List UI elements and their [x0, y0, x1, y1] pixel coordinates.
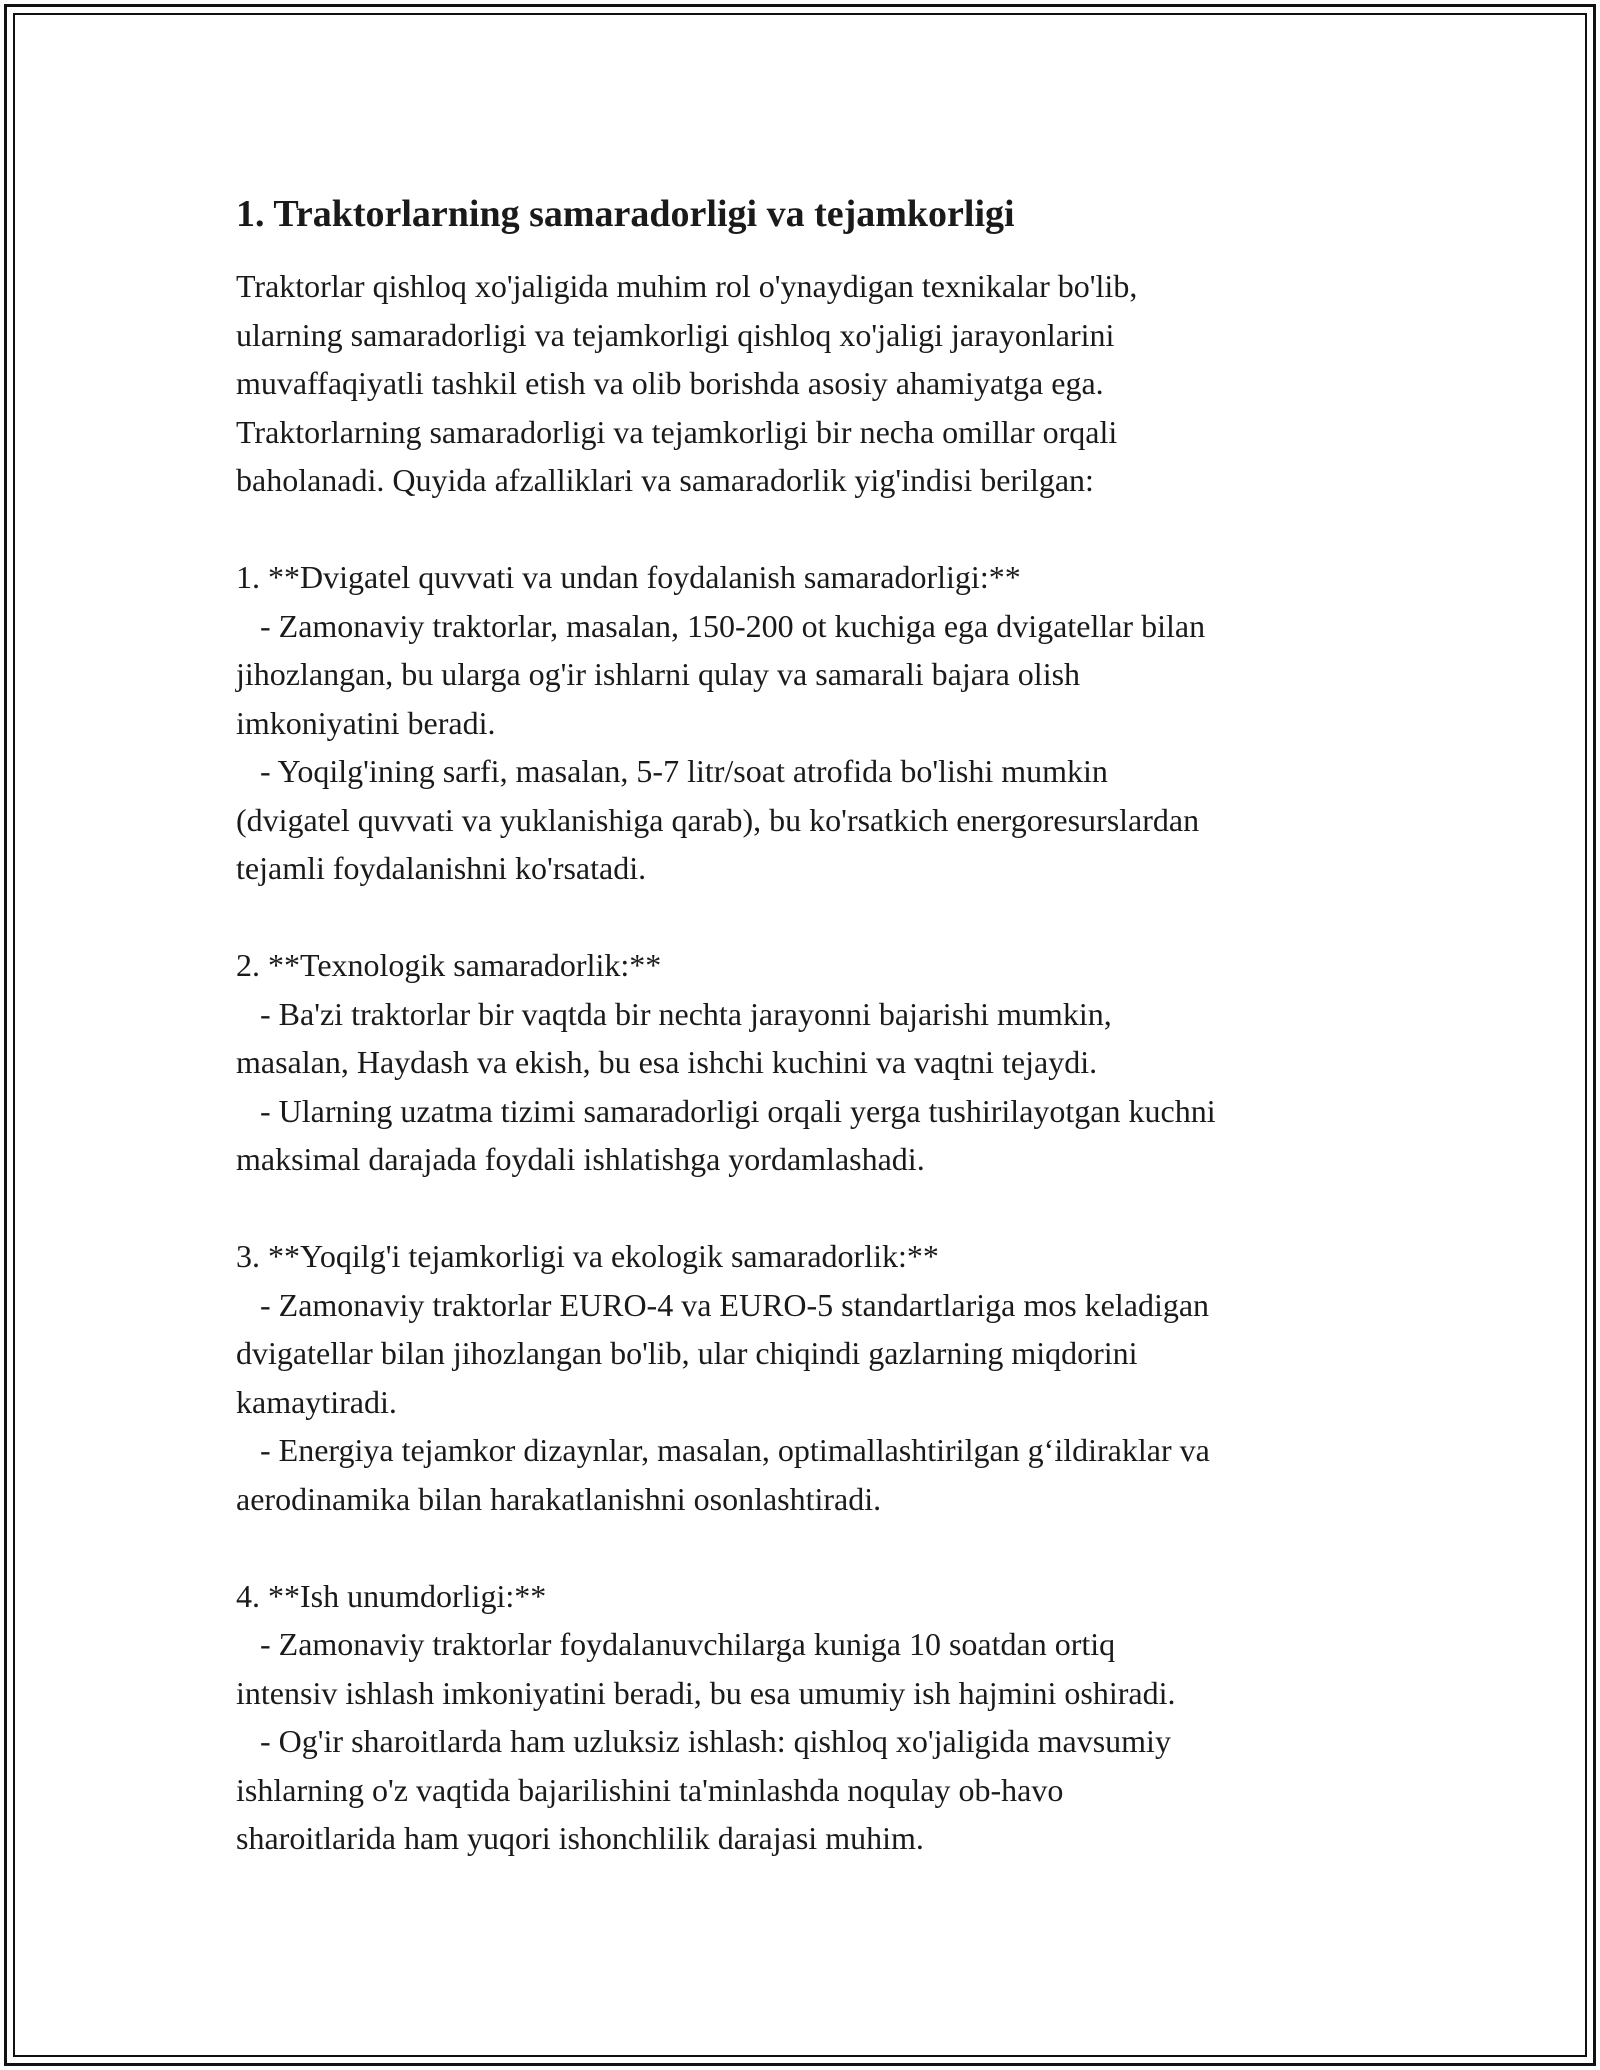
spacer	[236, 1523, 1386, 1572]
section-line: intensiv ishlash imkoniyatini beradi, bu esa umumiy ish hajmini oshiradi.	[236, 1674, 1176, 1711]
section-line: - Energiya tejamkor dizaynlar, masalan, optimallashtirilgan g‘ildiraklar va	[236, 1432, 1210, 1468]
section-line: masalan, Haydash va ekish, bu esa ishchi kuchini va vaqtni tejaydi.	[236, 1044, 1098, 1080]
section-line: (dvigatel quvvati va yuklanishiga qarab), bu ko'rsatkich energoresurslardan	[236, 801, 1200, 838]
section-line: - Zamonaviy traktorlar foydalanuvchilarga kuniga 10 soatdan ortiq	[236, 1626, 1116, 1662]
section-line: aerodinamika bilan harakatlanishni osonlashtiradi.	[236, 1480, 882, 1517]
document-body	[236, 188, 1386, 1863]
section-heading: 4. **Ish unumdorligi:**	[236, 1577, 547, 1614]
intro-line: muvaffaqiyatli tashkil etish va olib borishda asosiy ahamiyatga ega.	[236, 365, 1104, 401]
section-line: ishlarning o'z vaqtida bajarilishini ta'minlashda noqulay ob-havo	[236, 1771, 1064, 1808]
section-line: maksimal darajada foydali ishlatishga yordamlashadi.	[236, 1141, 925, 1177]
section-line: kamaytiradi.	[236, 1383, 397, 1420]
intro-line: baholanadi. Quyida afzalliklari va samaradorlik yig'indisi berilgan:	[236, 462, 1094, 498]
intro-line: ularning samaradorligi va tejamkorligi qishloq xo'jaligi jarayonlarini	[236, 316, 1115, 353]
spacer	[236, 1184, 1386, 1233]
section-fuel-economy	[236, 1232, 1386, 1523]
intro-line: Traktorlar qishloq xo'jaligida muhim rol o'ynaydigan texnikalar bo'lib,	[236, 268, 1138, 304]
intro-line: Traktorlarning samaradorligi va tejamkorligi bir necha omillar orqali	[236, 413, 1118, 450]
section-line: - Ularning uzatma tizimi samaradorligi orqali yerga tushirilayotgan kuchni	[236, 1092, 1216, 1129]
section-line: sharoitlarida ham yuqori ishonchlilik darajasi muhim.	[236, 1820, 924, 1856]
section-line: - Yoqilg'ining sarfi, masalan, 5-7 litr/soat atrofida bo'lishi mumkin	[236, 753, 1108, 789]
section-line: imkoniyatini beradi.	[236, 704, 496, 741]
section-line: - Zamonaviy traktorlar, masalan, 150-200 ot kuchiga ega dvigatellar bilan	[236, 607, 1206, 644]
section-line: - Zamonaviy traktorlar EURO-4 va EURO-5 standartlariga mos keladigan	[236, 1286, 1210, 1323]
section-line: dvigatellar bilan jihozlangan bo'lib, ular chiqindi gazlarning miqdorini	[236, 1335, 1138, 1371]
section-heading: 2. **Texnologik samaradorlik:**	[236, 947, 662, 983]
section-heading: 1. **Dvigatel quvvati va undan foydalanish samaradorligi:**	[236, 559, 1021, 595]
intro-paragraph	[236, 262, 1386, 505]
section-heading: 3. **Yoqilg'i tejamkorligi va ekologik samaradorlik:**	[236, 1238, 939, 1274]
spacer	[236, 505, 1386, 554]
section-line: - Og'ir sharoitlarda ham uzluksiz ishlash: qishloq xo'jaligida mavsumiy	[236, 1723, 1171, 1759]
section-line: tejamli foydalanishni ko'rsatadi.	[236, 850, 647, 886]
section-productivity	[236, 1572, 1386, 1863]
section-technological-efficiency	[236, 941, 1386, 1184]
spacer	[236, 893, 1386, 942]
section-line: jihozlangan, bu ularga og'ir ishlarni qulay va samarali bajara olish	[236, 656, 1081, 692]
document-title: 1. Traktorlarning samaradorligi va tejamkorligi	[236, 193, 1015, 235]
section-line: - Ba'zi traktorlar bir vaqtda bir nechta jarayonni bajarishi mumkin,	[236, 995, 1112, 1032]
section-engine-power	[236, 553, 1386, 893]
